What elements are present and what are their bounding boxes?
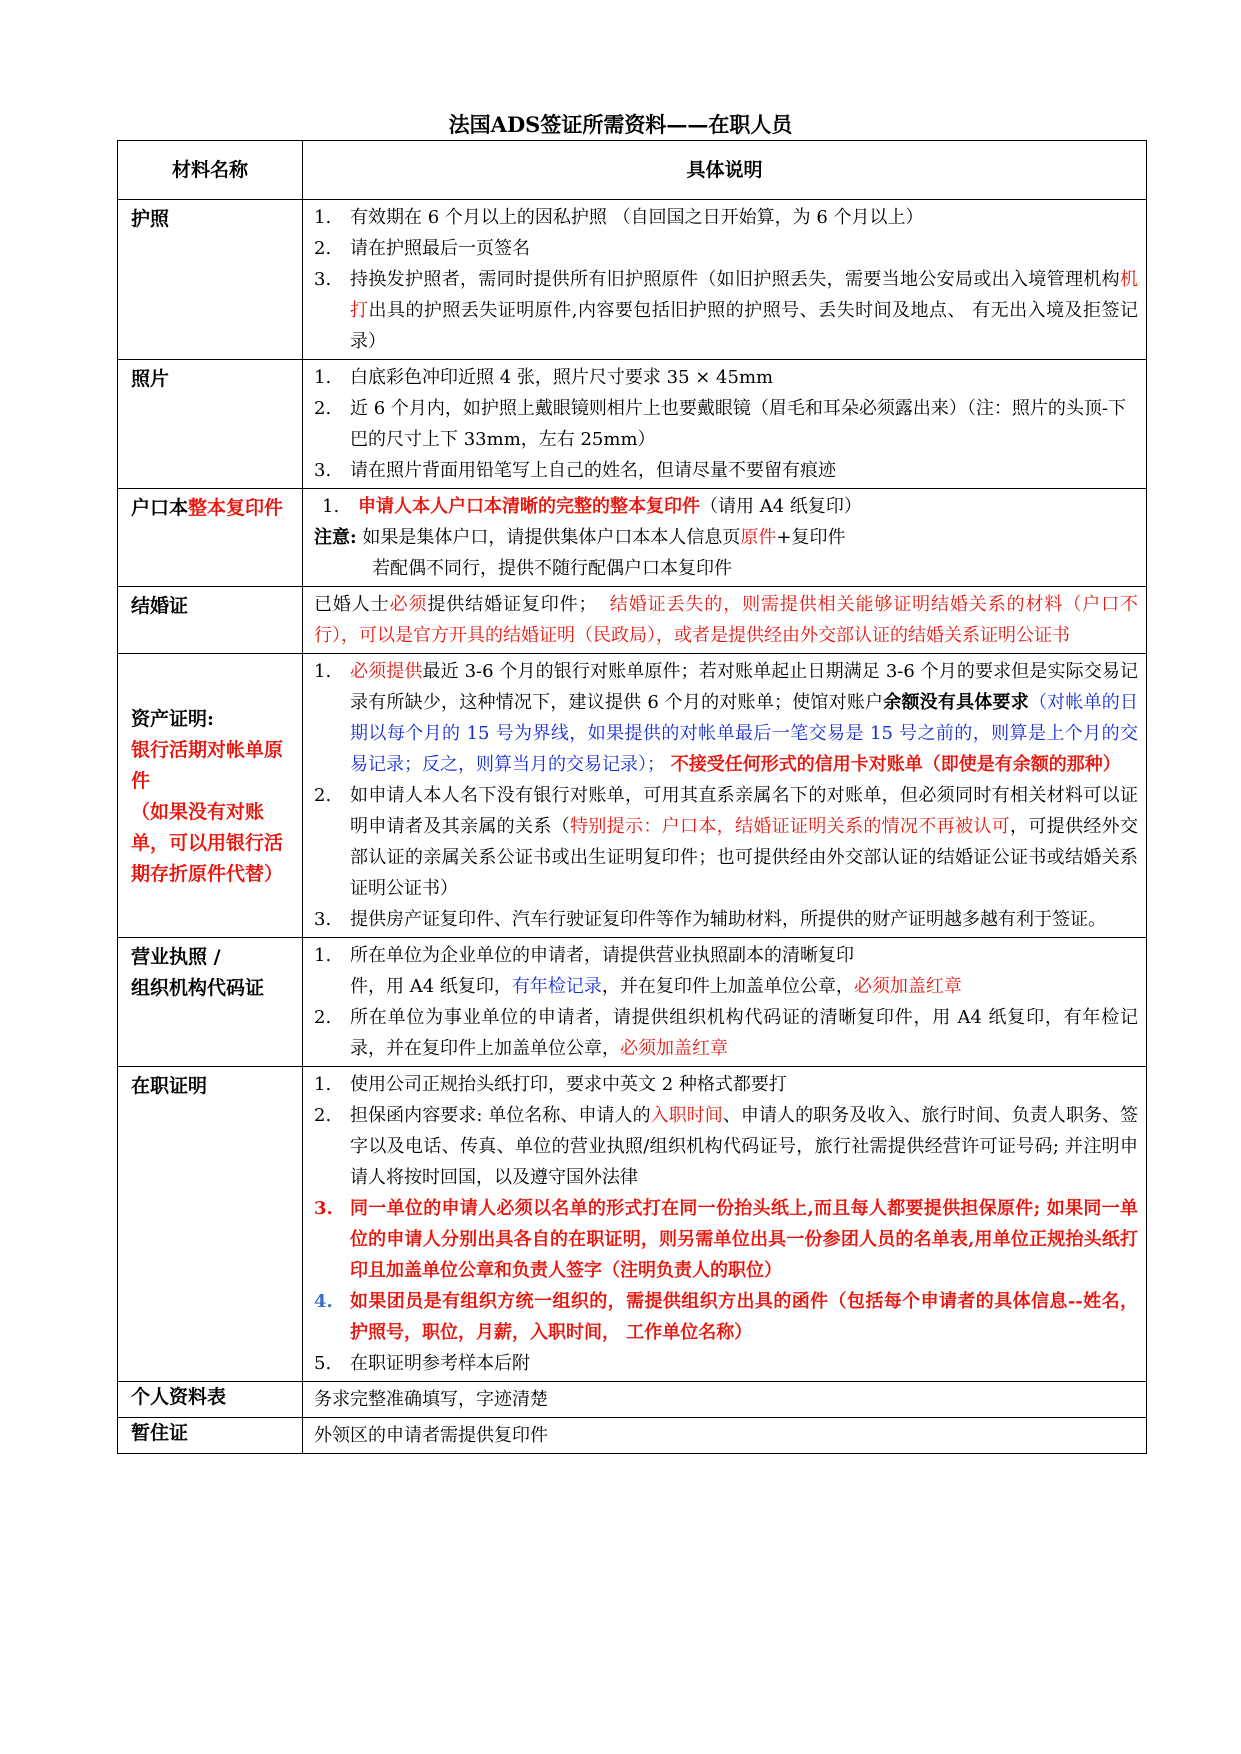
row-detail-residence-permit: 外领区的申请者需提供复印件 [303, 1418, 1147, 1454]
row-detail-photo [303, 360, 1147, 489]
row-name-photo: 照片 [118, 360, 303, 489]
list-item: 2. 近 6 个月内，如护照上戴眼镜则相片上也要戴眼镜（眉毛和耳朵必须露出来）（注：照片的头顶-下巴的尺寸上下 33mm，左右 25mm） [314, 398, 1126, 450]
list-item: 3. 请在照片背面用铅笔写上自己的姓名，但请尽量不要留有痕迹 [314, 460, 836, 481]
row-detail-assets [303, 654, 1147, 938]
row-personal-form [118, 1382, 1147, 1418]
list-item: 2. 所在单位为事业单位的申请者，请提供组织机构代码证的清晰复印件，用 A4 纸复印，有年检记录，并在复印件上加盖单位公章，必须加盖红章 [314, 1007, 1138, 1059]
row-detail-marriage: 已婚人士必须提供结婚证复印件； 结婚证丢失的，则需提供相关能够证明结婚关系的材料（户口不行），可以是官方开具的结婚证明（民政局），或者是提供经由外交部认证的结婚关系证明公证书 [303, 587, 1147, 654]
row-name-license: 营业执照 / 组织机构代码证 [118, 938, 303, 1067]
row-name-assets: 资产证明: 银行活期对帐单原件 （如果没有对账单，可以用银行活期存折原件代替） [118, 654, 303, 938]
page-title: 法国ADS签证所需资料——在职人员 [448, 112, 793, 137]
row-residence-permit [118, 1418, 1147, 1454]
list-item: 4. 如果团员是有组织方统一组织的，需提供组织方出具的函件（包括每个申请者的具体信息--姓名，护照号，职位，月薪，入职时间， 工作单位名称） [314, 1291, 1138, 1343]
row-name-residence-permit: 暂住证 [118, 1418, 303, 1454]
list-item: 1. 必须提供最近 3-6 个月的银行对账单原件；若对账单起止日期满足 3-6 个月的要求但是实际交易记录有所缺少，这种情况下，建议提供 6 个月的对账单；使馆对账户余额没有具体要求（对帐单的日期以每个月的 15 号为界线，如果提供的对帐单最后一笔交易是 15 号之前的，则算是上个月的交易记录；反之，则算当月的交易记录）； 不接受任何形式的信用卡对账单（即使是有余额的那种） [314, 661, 1139, 775]
row-name-hukou: 户口本整本复印件 [118, 489, 303, 587]
row-marriage [118, 587, 1147, 654]
row-name-marriage: 结婚证 [118, 587, 303, 654]
list-item: 1. 使用公司正规抬头纸打印，要求中英文 2 种格式都要打 [314, 1074, 787, 1095]
list-item: 2. 担保函内容要求: 单位名称、申请人的入职时间、申请人的职务及收入、旅行时间、负责人职务、签字以及电话、传真、单位的营业执照/组织机构代码证号，旅行社需提供经营许可证号码; 并注明申请人将按时回国，以及遵守国外法律 [314, 1105, 1138, 1188]
list-item: 1. 申请人本人户口本清晰的完整的整本复印件（请用 A4 纸复印） [322, 496, 862, 517]
note-line: 若配偶不同行，提供不随行配偶户口本复印件 [372, 558, 732, 579]
row-license [118, 938, 1147, 1067]
row-detail-employment [303, 1067, 1147, 1382]
row-name-personal-form: 个人资料表 [118, 1382, 303, 1418]
row-name-passport: 护照 [118, 200, 303, 360]
table-header-row [118, 141, 1147, 200]
list-item: 1. 白底彩色冲印近照 4 张，照片尺寸要求 35 × 45mm [314, 367, 774, 388]
header-detail: 具体说明 [303, 141, 1147, 200]
row-detail-personal-form: 务求完整准确填写，字迹清楚 [303, 1382, 1147, 1418]
row-assets [118, 654, 1147, 938]
row-hukou [118, 489, 1147, 587]
list-item: 2. 如申请人本人名下没有银行对账单，可用其直系亲属名下的对账单，但必须同时有相关材料可以证明申请者及其亲属的关系（特别提示：户口本，结婚证证明关系的情况不再被认可，可提供经外交部认证的亲属关系公证书或出生证明复印件；也可提供经由外交部认证的结婚证公证书或结婚关系证明公证书） [314, 785, 1138, 899]
list-item: 1. 所在单位为企业单位的申请者，请提供营业执照副本的清晰复印 件，用 A4 纸复印，有年检记录，并在复印件上加盖单位公章，必须加盖红章 [314, 945, 962, 997]
list-item: 1. 有效期在 6 个月以上的因私护照 （自回国之日开始算，为 6 个月以上） [314, 207, 924, 228]
row-passport [118, 200, 1147, 360]
note-line: 注意: 如果是集体户口，请提供集体户口本本人信息页原件+复印件 [314, 527, 846, 548]
list-item: 3. 同一单位的申请人必须以名单的形式打在同一份抬头纸上,而且每人都要提供担保原件; 如果同一单位的申请人分别出具各自的在职证明，则另需单位出具一份参团人员的名单表,用单位正规抬头纸打印且加盖单位公章和负责人签字（注明负责人的职位） [314, 1198, 1138, 1281]
list-item: 5. 在职证明参考样本后附 [314, 1353, 530, 1374]
row-detail-hukou [303, 489, 1147, 587]
row-name-employment: 在职证明 [118, 1067, 303, 1382]
row-detail-license [303, 938, 1147, 1067]
row-detail-passport [303, 200, 1147, 360]
list-item: 3. 提供房产证复印件、汽车行驶证复印件等作为辅助材料，所提供的财产证明越多越有利于签证。 [314, 909, 1106, 930]
requirements-table [117, 140, 1147, 1454]
row-photo [118, 360, 1147, 489]
list-item: 3. 持换发护照者，需同时提供所有旧护照原件（如旧护照丢失，需要当地公安局或出入境管理机构机打出具的护照丢失证明原件,内容要包括旧护照的护照号、丢失时间及地点、 有无出入境及拒签记录） [314, 269, 1138, 352]
list-item: 2. 请在护照最后一页签名 [314, 238, 530, 259]
header-material-name: 材料名称 [118, 141, 303, 200]
row-employment [118, 1067, 1147, 1382]
